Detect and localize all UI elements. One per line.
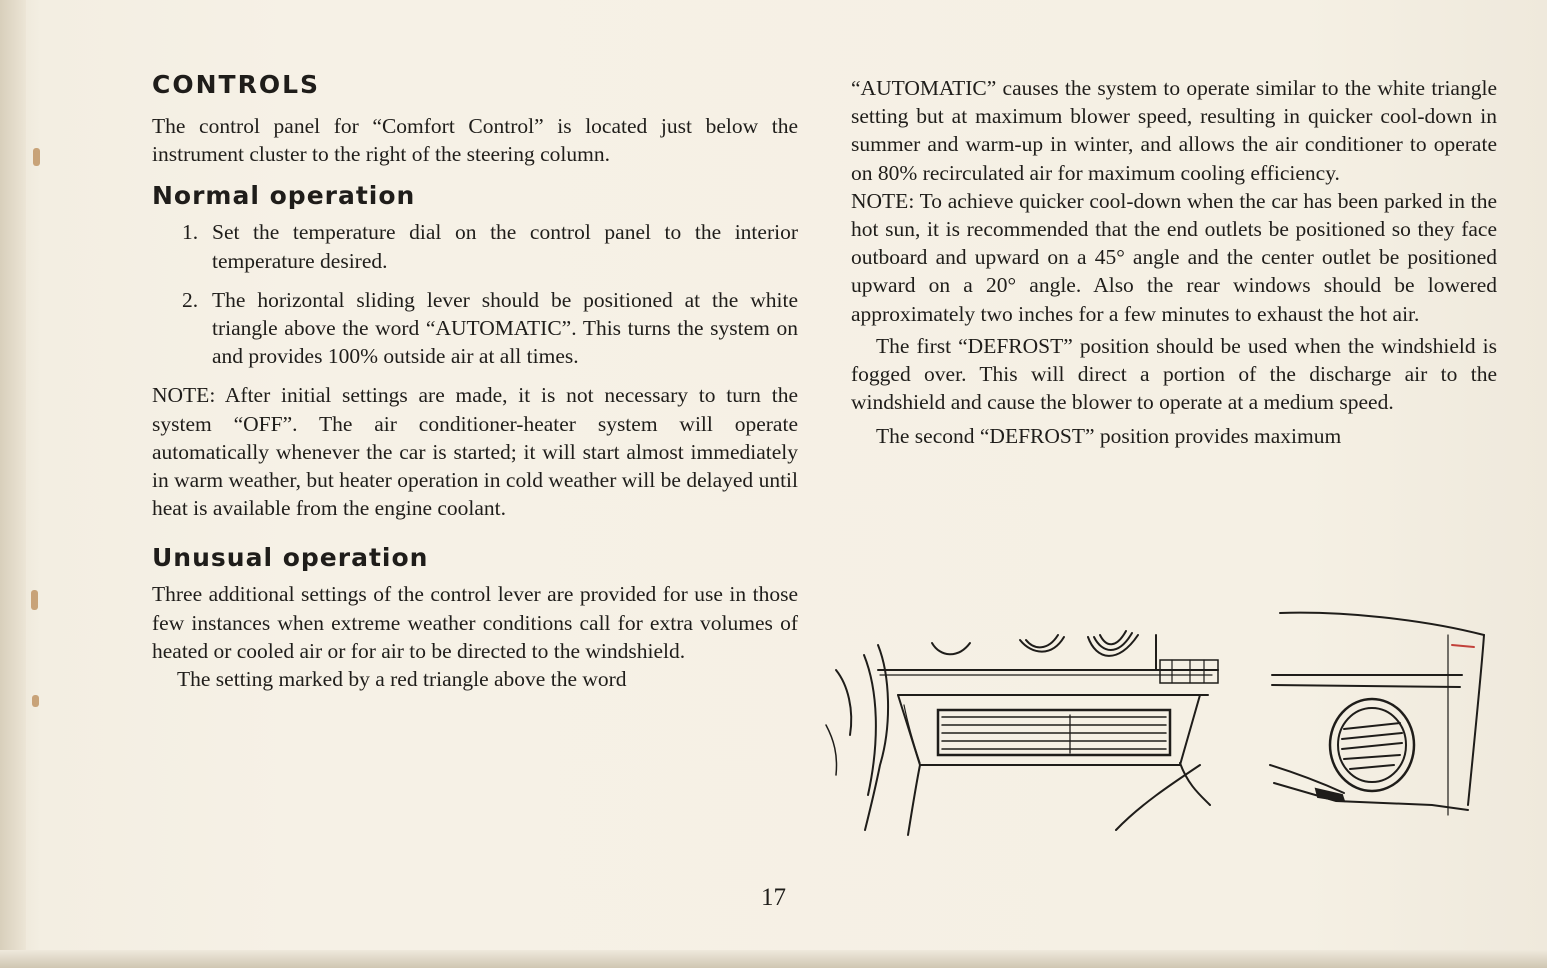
heading-normal-operation: Normal operation xyxy=(152,181,416,211)
left-column xyxy=(152,62,798,693)
cooldown-note-paragraph: NOTE: To achieve quicker cool-down when the car has been parked in the hot sun, it is recommended that the end outlets be positioned so they face outboard and upward on a 45° angle and the center outlet be positioned upward on a 20° angle. Also the rear windows should be lowered approximately two inches for a few minutes to exhaust the hot air. xyxy=(851,188,1497,326)
automatic-paragraph: “AUTOMATIC” causes the system to operate similar to the white triangle setting but at maximum blower speed, resulting in quicker cool-down in summer and warm-up in winter, and allows the air conditioner to operate on 80% recirculated air for maximum cooling efficiency. xyxy=(851,76,1497,185)
step-item xyxy=(152,286,798,371)
page-spine-shadow xyxy=(0,0,26,968)
spine-stain xyxy=(33,148,40,166)
heading-controls: CONTROLS xyxy=(152,70,321,99)
step-text: The horizontal sliding lever should be positioned at the white triangle above the word “AUTOMATIC”. This turns the system on and provides 100% outside air at all times. xyxy=(212,287,798,369)
normal-note-paragraph: NOTE: After initial settings are made, it is not necessary to turn the system “OFF”. The air conditioner-heater system will operate automatically whenever the car is started; it will start almost immediately in warm weather, but heater operation in cold weather will be delayed until heat is available from the engine coolant. xyxy=(152,383,798,521)
step-text: Set the temperature dial on the control panel to the interior temperature desired. xyxy=(212,220,798,273)
first-defrost-paragraph: The first “DEFROST” position should be used when the windshield is fogged over. This will direct a portion of the discharge air to the windshield and cause the blower to operate at a medium speed. xyxy=(851,333,1497,415)
right-column xyxy=(851,74,1497,451)
second-defrost-paragraph: The second “DEFROST” position provides maximum xyxy=(876,424,1342,449)
normal-operation-steps xyxy=(152,218,798,370)
spine-stain xyxy=(32,695,39,707)
controls-intro-paragraph: The control panel for “Comfort Control” is located just below the instrument cluster to the right of the steering column. xyxy=(152,114,798,167)
heading-unusual-operation: Unusual operation xyxy=(152,543,429,573)
end-air-outlet-illustration xyxy=(1262,605,1502,845)
page-bottom-edge xyxy=(0,950,1547,968)
unusual-intro-paragraph: Three additional settings of the control lever are provided for use in those few instances when extreme weather conditions call for extra volumes of heated or cooled air or for air to be directed to the windshield. xyxy=(152,582,798,663)
red-triangle-paragraph: The setting marked by a red triangle above the word xyxy=(177,667,627,692)
page-number: 17 xyxy=(761,884,786,911)
step-number: 1. xyxy=(182,220,199,245)
step-item xyxy=(152,218,798,274)
center-air-outlet-illustration xyxy=(820,615,1240,845)
step-number: 2. xyxy=(182,287,199,312)
spine-stain xyxy=(31,590,38,610)
